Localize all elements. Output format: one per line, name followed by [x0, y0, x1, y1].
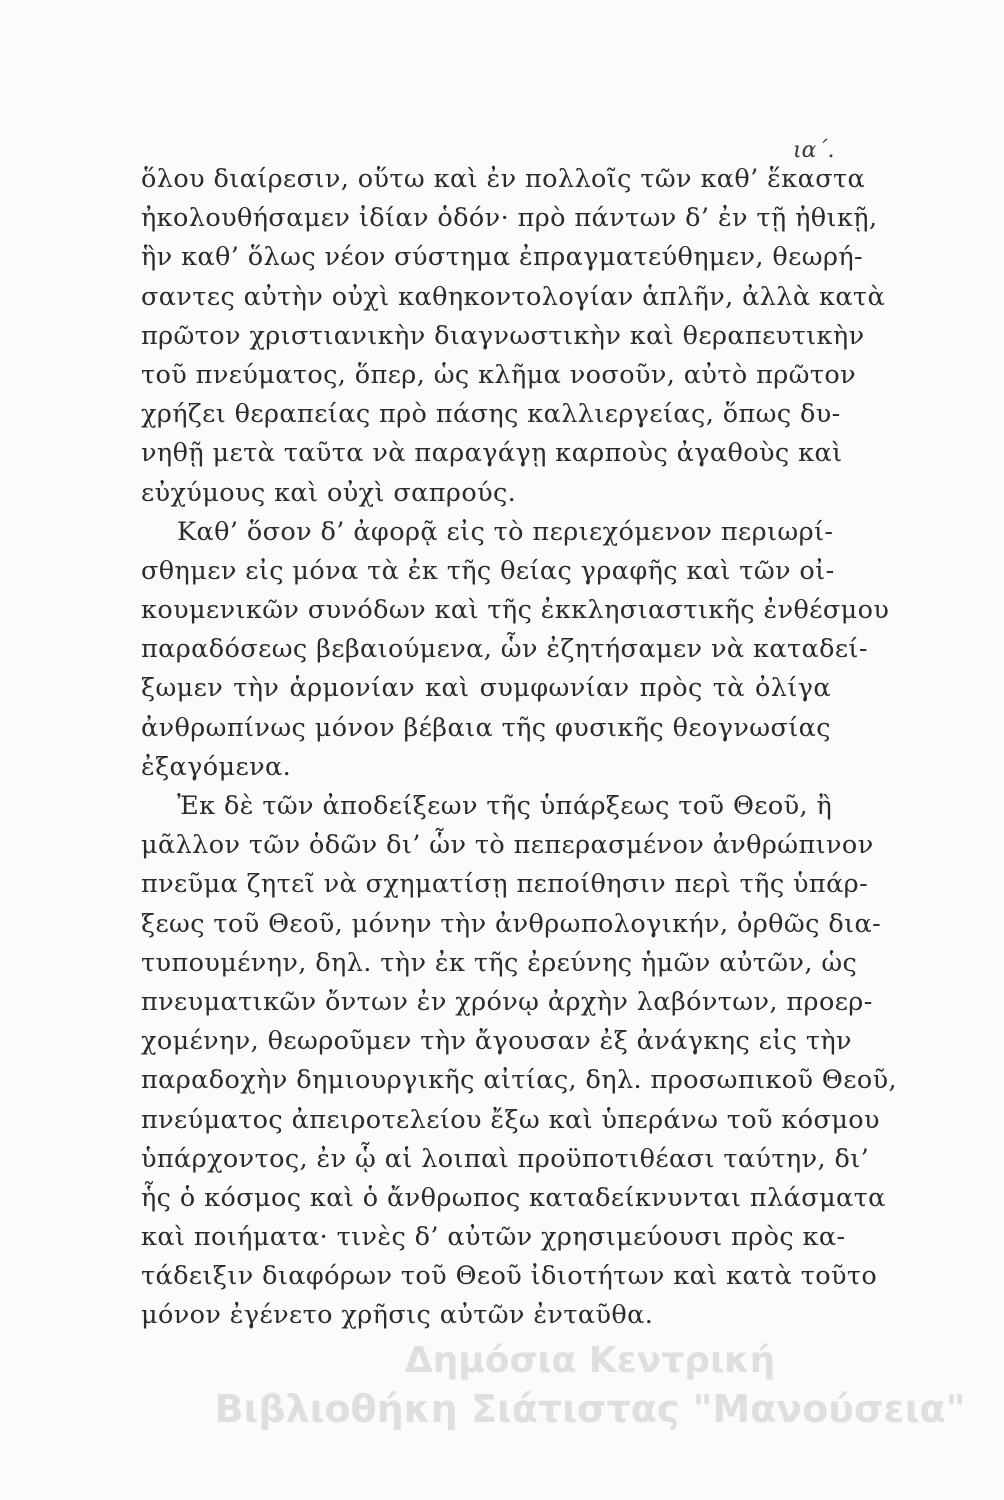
text-line: ἠκολουθήσαμεν ἰδίαν ὁδόν· πρὸ πάντων δ’ ἐν τῇ ἠθικῇ,	[141, 203, 878, 234]
text-line: πρῶτον χριστιανικὴν διαγνωστικὴν καὶ θεραπευτικὴν	[141, 320, 865, 351]
text-line: τοῦ πνεύματος, ὅπερ, ὡς κλῆμα νοσοῦν, αὐτὸ πρῶτον	[141, 359, 856, 390]
text-line: ἣν καθ’ ὅλως νέον σύστημα ἐπραγματεύθημεν, θεωρή-	[141, 242, 864, 273]
text-line: Ἐκ δὲ τῶν ἀποδείξεων τῆς ὑπάρξεως τοῦ Θεοῦ, ἢ	[177, 791, 833, 821]
text-line: πνευματικῶν ὄντων ἐν χρόνῳ ἀρχὴν λαβόντων, προερ-	[141, 986, 873, 1017]
library-watermark-line1: Δημόσια Κεντρική	[404, 1340, 776, 1381]
text-line: παραδοχὴν δημιουργικῆς αἰτίας, δηλ. προσωπικοῦ Θεοῦ,	[141, 1065, 897, 1096]
text-line: σθημεν εἰς μόνα τὰ ἐκ τῆς θείας γραφῆς καὶ τῶν οἰ-	[141, 555, 835, 586]
text-line: κουμενικῶν συνόδων καὶ τῆς ἐκκλησιαστικῆς ἐνθέσμου	[141, 595, 890, 626]
text-line: παραδόσεως βεβαιούμενα, ὧν ἐζητήσαμεν νὰ καταδεί-	[141, 634, 868, 665]
text-line: ξεως τοῦ Θεοῦ, μόνην τὴν ἀνθρωπολογικήν, ὀρθῶς δια-	[141, 908, 882, 939]
text-line: μᾶλλον τῶν ὁδῶν δι’ ὧν τὸ πεπερασμένον ἀνθρώπινον	[141, 830, 874, 861]
text-line: χρήζει θεραπείας πρὸ πάσης καλλιεργείας, ὅπως δυ-	[141, 399, 841, 430]
text-line: ὑπάρχοντος, ἐν ᾧ αἱ λοιπαὶ προϋποτιθέασι ταύτην, δι’	[141, 1143, 870, 1174]
library-watermark-line2: Βιβλιοθήκη Σιάτιστας "Μανούσεια"	[214, 1387, 966, 1431]
text-line: ἧς ὁ κόσμος καὶ ὁ ἄνθρωπος καταδείκνυνται πλάσματα	[141, 1182, 886, 1213]
text-line: σαντες αὐτὴν οὐχὶ καθηκοντολογίαν ἁπλῆν, ἀλλὰ κατὰ	[141, 281, 886, 312]
text-line: Καθ’ ὅσον δ’ ἀφορᾷ εἰς τὸ περιεχόμενον περιωρί-	[177, 516, 834, 547]
text-line: μόνον ἐγένετο χρῆσις αὐτῶν ἐνταῦθα.	[141, 1300, 654, 1331]
text-line: νηθῇ μετὰ ταῦτα νὰ παραγάγῃ καρποὺς ἀγαθοὺς καὶ	[141, 438, 843, 469]
body-text	[141, 160, 897, 1336]
text-line: πνεῦμα ζητεῖ νὰ σχηματίσῃ πεποίθησιν περὶ τῆς ὑπάρ-	[141, 869, 869, 900]
text-line: ξωμεν τὴν ἁρμονίαν καὶ συμφωνίαν πρὸς τὰ ὀλίγα	[141, 673, 831, 704]
text-line: εὐχύμους καὶ οὐχὶ σαπρούς.	[141, 477, 517, 508]
text-line: τυπουμένην, δηλ. τὴν ἐκ τῆς ἐρεύνης ἡμῶν αὐτῶν, ὡς	[141, 947, 858, 978]
text-line: πνεύματος ἀπειροτελείου ἔξω καὶ ὑπεράνω τοῦ κόσμου	[141, 1104, 880, 1135]
text-line: καὶ ποιήματα· τινὲς δ’ αὐτῶν χρησιμεύουσι πρὸς κα-	[141, 1222, 846, 1253]
text-line: ἐξαγόμενα.	[141, 751, 292, 782]
page-number: ια΄.	[793, 138, 835, 163]
text-line: ἀνθρωπίνως μόνον βέβαια τῆς φυσικῆς θεογνωσίας	[141, 712, 831, 743]
text-line: ὅλου διαίρεσιν, οὕτω καὶ ἐν πολλοῖς τῶν καθ’ ἕκαστα	[141, 164, 866, 194]
text-line: χομένην, θεωροῦμεν τὴν ἄγουσαν ἐξ ἀνάγκης εἰς τὴν	[141, 1026, 852, 1057]
text-line: τάδειξιν διαφόρων τοῦ Θεοῦ ἰδιοτήτων καὶ κατὰ τοῦτο	[141, 1261, 878, 1292]
